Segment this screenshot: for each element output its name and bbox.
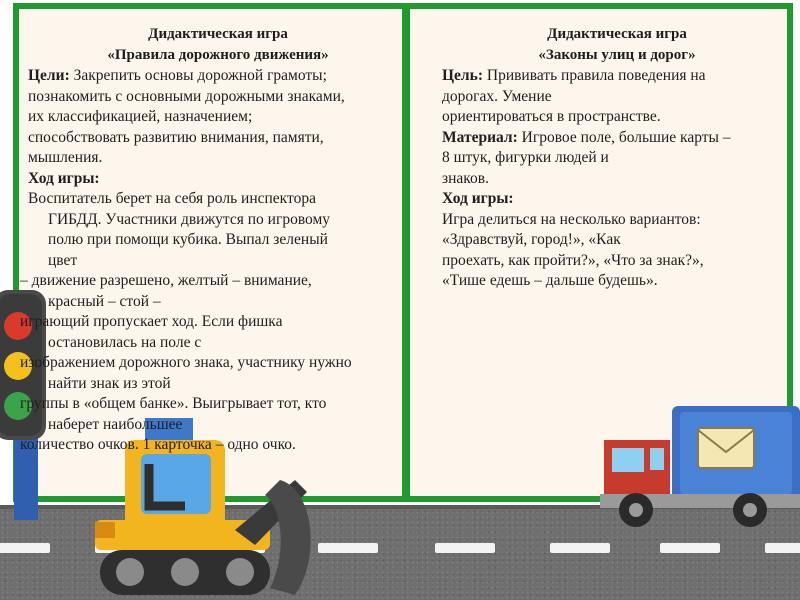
right-material-label: Материал: bbox=[442, 128, 518, 146]
left-procedure-line: красный – стой – bbox=[48, 292, 161, 310]
right-card-title-line2: «Законы улиц и дорог» bbox=[538, 47, 696, 63]
right-procedure-line: «Тише едешь – дальше будешь». bbox=[442, 272, 658, 289]
right-material-line: 8 штук, фигурки людей и bbox=[442, 149, 609, 166]
left-procedure-line: наберет наибольшее bbox=[48, 415, 183, 433]
left-procedure-line: полю при помощи кубика. Выпал зеленый bbox=[48, 231, 328, 248]
right-procedure-line: «Здравствуй, город!», «Как bbox=[442, 231, 621, 248]
left-card-title-line2: «Правила дорожного движения» bbox=[107, 47, 329, 63]
left-card-title-line1: Дидактическая игра bbox=[148, 26, 288, 42]
right-goal-text: Прививать правила поведения на bbox=[483, 67, 706, 84]
lane-marking bbox=[550, 543, 610, 553]
left-procedure-line: количество очков. 1 карточка – одно очко. bbox=[20, 436, 296, 453]
right-material-line: знаков. bbox=[442, 169, 489, 187]
left-procedure-line: цвет bbox=[48, 251, 78, 269]
right-goal-label: Цель: bbox=[442, 67, 483, 84]
left-goals-line: мышления. bbox=[28, 149, 103, 166]
left-procedure-line: играющий пропускает ход. Если фишка bbox=[20, 313, 283, 330]
right-goal-line: ориентироваться в пространстве. bbox=[442, 108, 661, 125]
left-procedure-label: Ход игры: bbox=[28, 169, 100, 187]
right-goal-line bbox=[442, 66, 792, 87]
right-material-text: Игровое поле, большие карты – bbox=[517, 128, 731, 146]
left-goals-line: познакомить с основными дорожными знаками, bbox=[28, 87, 345, 105]
delivery-truck-icon bbox=[600, 400, 800, 535]
left-goals-line: их классификацией, назначением; bbox=[28, 108, 253, 125]
lane-marking bbox=[435, 543, 495, 553]
lane-marking bbox=[765, 543, 800, 553]
left-card-text bbox=[20, 24, 408, 456]
left-procedure-line: ГИБДД. Участники движутся по игровому bbox=[48, 210, 331, 228]
lane-marking bbox=[318, 543, 378, 553]
left-goals-text: Закрепить основы дорожной грамоты; bbox=[69, 67, 327, 84]
left-procedure-line: остановилась на поле с bbox=[48, 333, 202, 351]
left-goals-line: способствовать развитию внимания, памяти, bbox=[28, 128, 324, 146]
right-card-text bbox=[442, 24, 792, 292]
lane-marking bbox=[660, 543, 720, 553]
left-procedure-line: группы в «общем банке». Выигрывает тот, кто bbox=[20, 395, 327, 412]
right-procedure-line: проехать, как пройти?», «Что за знак?», bbox=[442, 251, 704, 269]
right-procedure-label: Ход игры: bbox=[442, 190, 514, 207]
envelope-icon bbox=[698, 428, 754, 468]
left-procedure-line: изображением дорожного знака, участнику нужно bbox=[20, 354, 352, 371]
right-card-title-line1: Дидактическая игра bbox=[547, 26, 687, 42]
left-procedure-line: – движение разрешено, желтый – внимание, bbox=[20, 272, 312, 289]
left-procedure-line: Воспитатель берет на себя роль инспектора bbox=[28, 190, 316, 207]
right-procedure-line: Игра делиться на несколько вариантов: bbox=[442, 210, 701, 228]
left-goals-label: Цели: bbox=[28, 67, 70, 84]
left-goals-line bbox=[28, 66, 408, 87]
right-goal-line: дорогах. Умение bbox=[442, 87, 552, 105]
lane-marking bbox=[0, 543, 50, 553]
left-procedure-line: найти знак из этой bbox=[48, 374, 171, 392]
right-material-line bbox=[442, 128, 792, 149]
